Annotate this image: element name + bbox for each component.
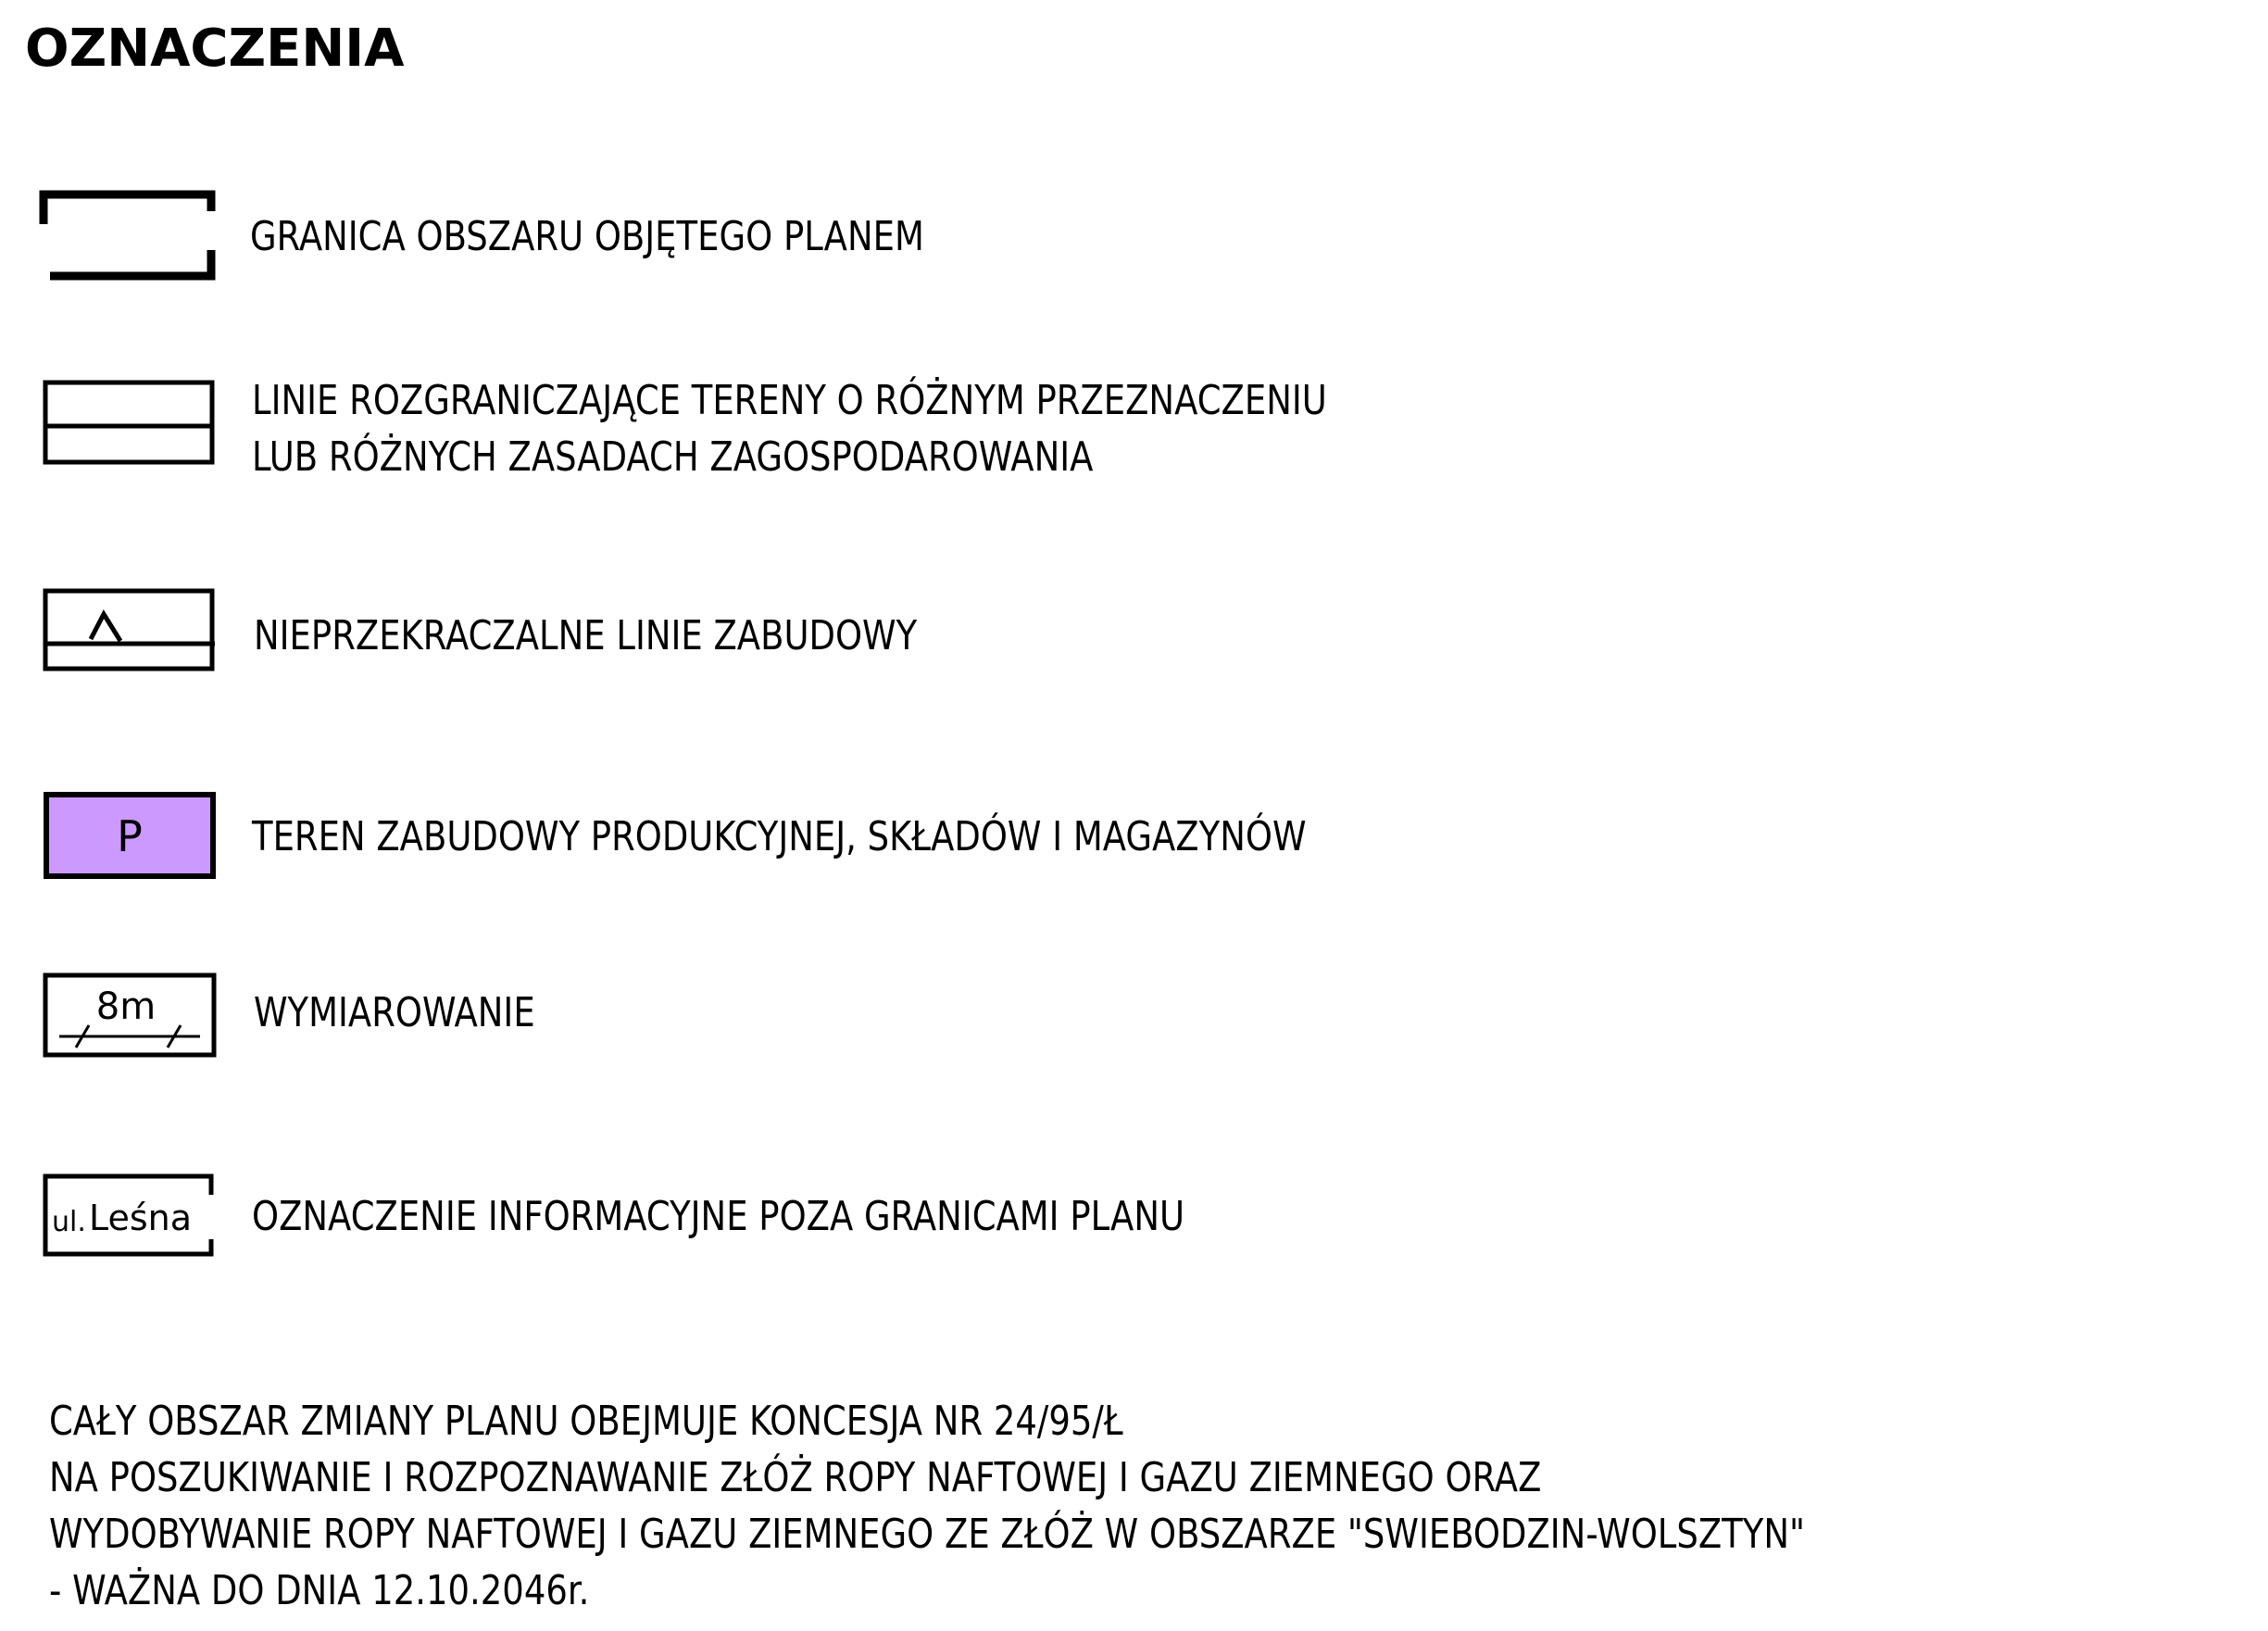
legend-label-dividing-lines-2: LUB RÓŻNYCH ZASADACH ZAGOSPODAROWANIA	[252, 433, 1094, 481]
building-line-symbol	[41, 583, 226, 676]
concession-note-line-1: CAŁY OBSZAR ZMIANY PLANU OBEJMUJE KONCESJA NR 24/95/Ł	[49, 1398, 1123, 1445]
concession-note	[49, 1393, 1805, 1619]
plan-boundary-symbol	[37, 185, 222, 287]
dimension-symbol-label: 8m	[95, 985, 157, 1028]
legend-label-dimension: WYMIAROWANIE	[254, 989, 535, 1036]
production-area-symbol-label: P	[117, 811, 143, 861]
legend-label-building-line: NIEPRZEKRACZALNE LINIE ZABUDOWY	[254, 612, 918, 659]
info-label-symbol-label: Leśna	[89, 1198, 193, 1238]
concession-note-line-3: WYDOBYWANIE ROPY NAFTOWEJ I GAZU ZIEMNEGO ZE ZŁÓŻ W OBSZARZE "SWIEBODZIN-WOLSZTYN"	[49, 1511, 1805, 1558]
legend-title: OZNACZENIA	[25, 19, 405, 79]
info-label-symbol-prefix: ul.	[52, 1206, 86, 1238]
legend-label-plan-boundary: GRANICA OBSZARU OBJĘTEGO PLANEM	[250, 213, 924, 260]
info-label-symbol	[41, 1167, 226, 1260]
concession-note-line-4: - WAŻNA DO DNIA 12.10.2046r.	[49, 1567, 590, 1614]
dividing-lines-symbol	[41, 375, 217, 468]
legend-label-dividing-lines-1: LINIE ROZGRANICZAJĄCE TERENY O RÓŻNYM PRZEZNACZENIU	[252, 377, 1327, 424]
legend-label-production-area: TEREN ZABUDOWY PRODUKCYJNEJ, SKŁADÓW I MAGAZYNÓW	[252, 813, 1307, 860]
production-area-symbol	[41, 789, 219, 882]
concession-note-line-2: NA POSZUKIWANIE I ROZPOZNAWANIE ZŁÓŻ ROPY NAFTOWEJ I GAZU ZIEMNEGO ORAZ	[49, 1454, 1542, 1501]
legend-label-info-label: OZNACZENIE INFORMACYJNE POZA GRANICAMI PLANU	[252, 1193, 1185, 1240]
dimension-symbol	[41, 968, 222, 1060]
